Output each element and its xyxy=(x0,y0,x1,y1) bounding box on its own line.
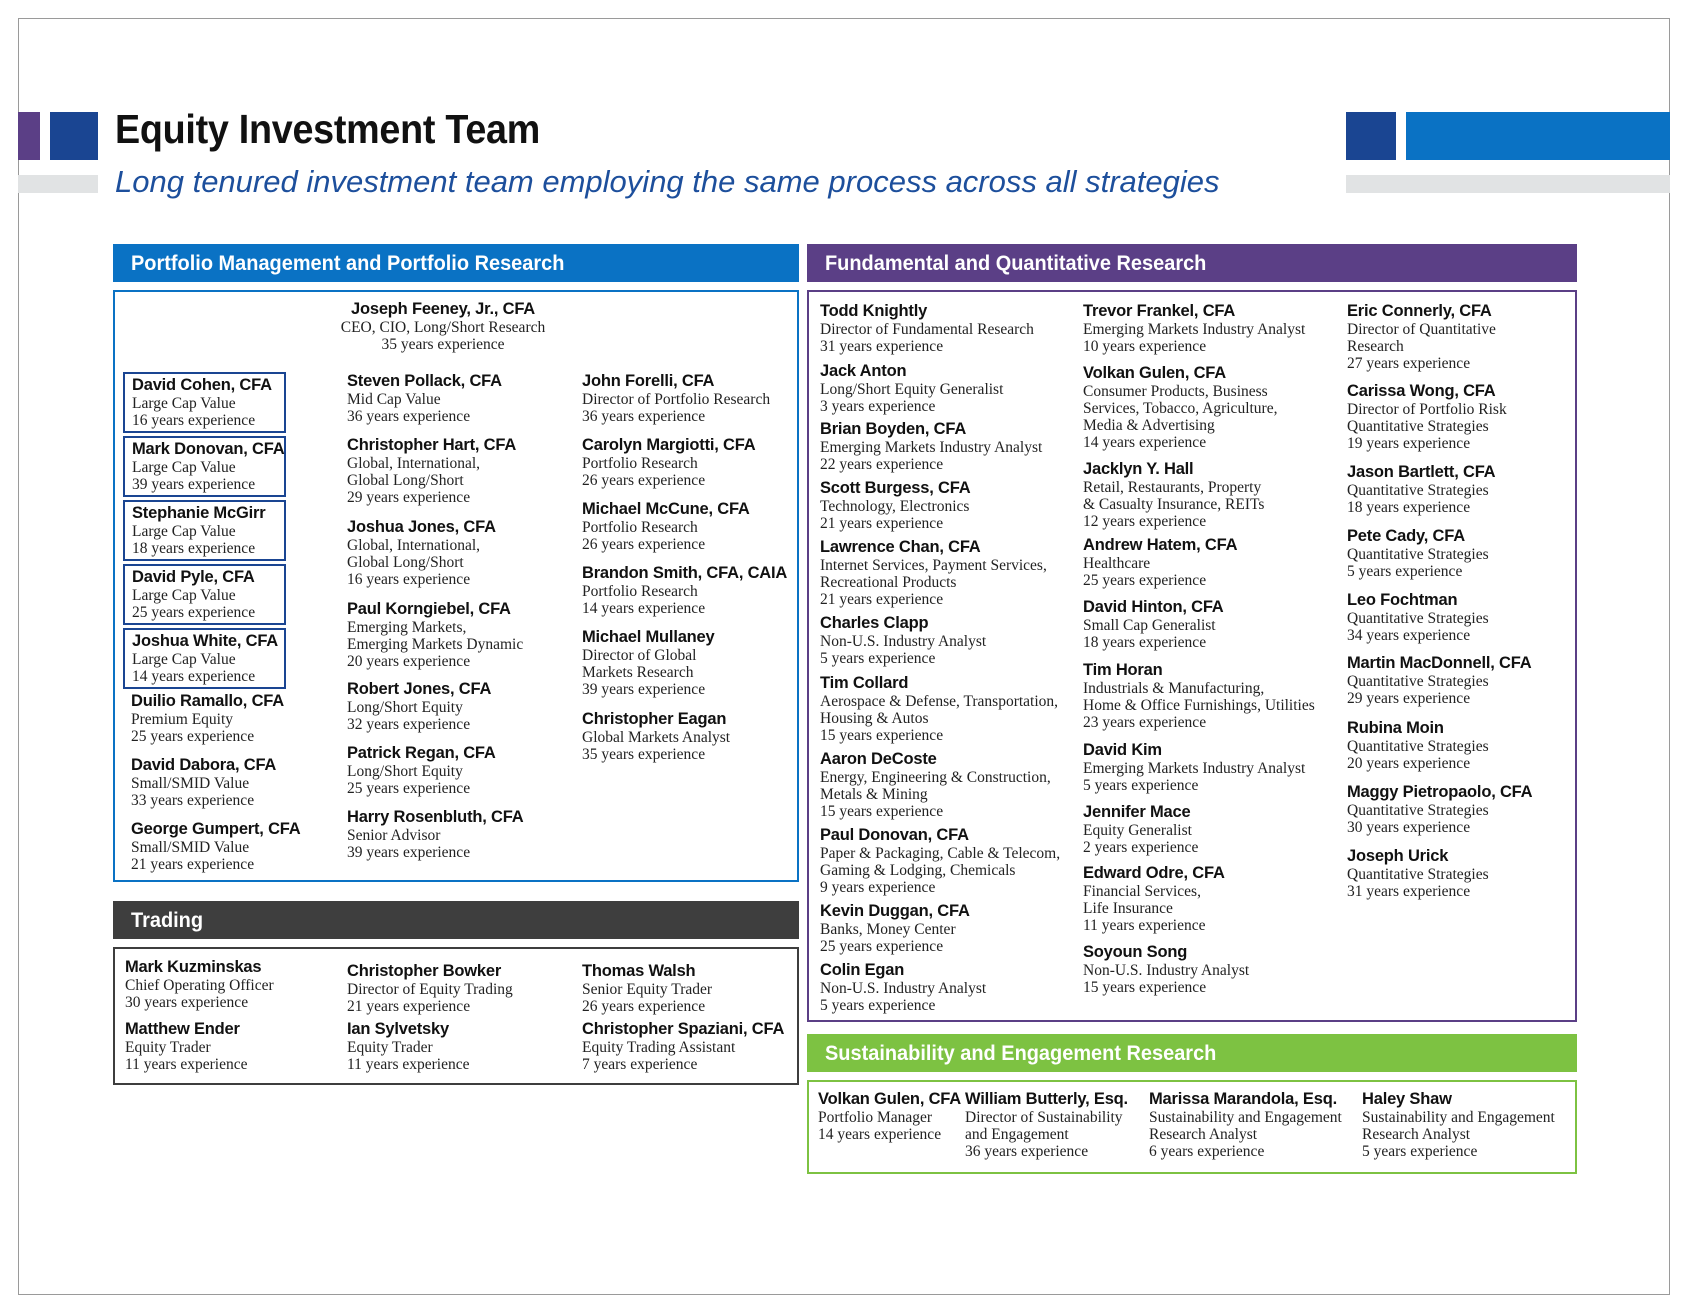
person-entry xyxy=(820,362,1003,415)
person-line: 22 years experience xyxy=(820,456,944,473)
panel-header: Portfolio Management and Portfolio Research xyxy=(113,244,799,282)
person-line: Quantitative Strategies xyxy=(1347,673,1489,690)
person-line: 39 years experience xyxy=(347,844,471,861)
person-entry xyxy=(582,962,712,1015)
person-line: Metals & Mining xyxy=(820,786,928,803)
page-title: Equity Investment Team xyxy=(115,106,541,152)
person-line: Large Cap Value xyxy=(132,395,236,412)
person-line: Healthcare xyxy=(1083,555,1151,572)
person-line: Senior Advisor xyxy=(347,827,441,844)
person-line: Large Cap Value xyxy=(132,523,236,540)
person-entry xyxy=(582,1020,784,1073)
person-name: Michael McCune, CFA xyxy=(582,500,750,518)
person-line: Research Analyst xyxy=(1362,1126,1471,1143)
person-entry xyxy=(1083,661,1315,731)
person-line: 15 years experience xyxy=(820,803,944,820)
person-name: Joseph Feeney, Jr., CFA xyxy=(351,300,535,318)
person-name: David Hinton, CFA xyxy=(1083,598,1224,616)
person-name: Aaron DeCoste xyxy=(820,750,937,768)
person-line: 26 years experience xyxy=(582,472,706,489)
person-line: 31 years experience xyxy=(1347,883,1471,900)
person-name: Stephanie McGirr xyxy=(132,504,266,522)
person-entry xyxy=(347,1020,470,1073)
person-name: Thomas Walsh xyxy=(582,962,696,980)
person-line: Consumer Products, Business xyxy=(1083,383,1268,400)
person-entry xyxy=(820,826,1060,896)
person-line: Director of Portfolio Risk xyxy=(1347,401,1507,418)
person-line: Quantitative Strategies xyxy=(1347,482,1489,499)
person-name: Maggy Pietropaolo, CFA xyxy=(1347,783,1533,801)
person-entry xyxy=(347,518,496,588)
person-line: Equity Generalist xyxy=(1083,822,1192,839)
person-entry xyxy=(1083,460,1264,530)
person-line: Global Long/Short xyxy=(347,554,464,571)
person-line: Portfolio Research xyxy=(582,583,698,600)
header-accent-navy xyxy=(50,112,98,160)
person-entry xyxy=(347,808,523,861)
person-name: Jacklyn Y. Hall xyxy=(1083,460,1194,478)
person-name: Harry Rosenbluth, CFA xyxy=(347,808,524,826)
person-line: 25 years experience xyxy=(132,604,256,621)
person-line: Sustainability and Engagement xyxy=(1149,1109,1342,1126)
person-line: Small/SMID Value xyxy=(131,839,250,856)
person-line: 20 years experience xyxy=(1347,755,1471,772)
person-line: Long/Short Equity xyxy=(347,699,463,716)
person-line: 11 years experience xyxy=(1083,917,1206,934)
person-entry xyxy=(1083,536,1237,589)
person-line: Director of Equity Trading xyxy=(347,981,513,998)
person-line: 5 years experience xyxy=(1347,563,1463,580)
person-entry xyxy=(820,614,986,667)
person-entry xyxy=(1347,783,1532,836)
person-line: 25 years experience xyxy=(1083,572,1207,589)
person-line: Quantitative Strategies xyxy=(1347,546,1489,563)
person-line: 36 years experience xyxy=(582,408,706,425)
person-line: 18 years experience xyxy=(132,540,256,557)
person-line: 29 years experience xyxy=(1347,690,1471,707)
person-line: Equity Trader xyxy=(347,1039,433,1056)
person-name: Jennifer Mace xyxy=(1083,803,1191,821)
person-line: Portfolio Manager xyxy=(818,1109,933,1126)
person-name: Pete Cady, CFA xyxy=(1347,527,1465,545)
panel-header: Trading xyxy=(113,901,799,939)
person-entry xyxy=(1347,527,1489,580)
person-line: Emerging Markets Industry Analyst xyxy=(1083,321,1306,338)
person-line: 18 years experience xyxy=(1347,499,1471,516)
person-line: 39 years experience xyxy=(582,681,706,698)
person-name: Joshua Jones, CFA xyxy=(347,518,496,536)
person-name: Haley Shaw xyxy=(1362,1090,1452,1108)
person-line: 35 years experience xyxy=(381,336,505,353)
person-line: 25 years experience xyxy=(820,938,944,955)
person-line: 11 years experience xyxy=(125,1056,248,1073)
person-name: Volkan Gulen, CFA xyxy=(818,1090,961,1108)
person-line: Sustainability and Engagement xyxy=(1362,1109,1555,1126)
person-name: Paul Donovan, CFA xyxy=(820,826,969,844)
person-entry xyxy=(1149,1090,1342,1160)
person-name: Volkan Gulen, CFA xyxy=(1083,364,1226,382)
person-line: Director of Quantitative xyxy=(1347,321,1496,338)
person-name: Andrew Hatem, CFA xyxy=(1083,536,1238,554)
person-entry xyxy=(347,744,496,797)
person-name: Christopher Bowker xyxy=(347,962,502,980)
person-line: Non-U.S. Industry Analyst xyxy=(1083,962,1250,979)
header-accent-blue-right xyxy=(1406,112,1670,160)
person-name: Michael Mullaney xyxy=(582,628,715,646)
person-line: 14 years experience xyxy=(132,668,256,685)
person-name: Christopher Eagan xyxy=(582,710,727,728)
person-line: Small Cap Generalist xyxy=(1083,617,1216,634)
person-entry xyxy=(125,958,274,1011)
person-name: Steven Pollack, CFA xyxy=(347,372,502,390)
person-line: Premium Equity xyxy=(131,711,234,728)
person-line: Home & Office Furnishings, Utilities xyxy=(1083,697,1315,714)
person-name: Charles Clapp xyxy=(820,614,929,632)
person-line: 36 years experience xyxy=(965,1143,1089,1160)
person-name: Kevin Duggan, CFA xyxy=(820,902,970,920)
person-name: Christopher Spaziani, CFA xyxy=(582,1020,785,1038)
header-accent-navy-right xyxy=(1346,112,1396,160)
person-name: Patrick Regan, CFA xyxy=(347,744,496,762)
person-name: Eric Connerly, CFA xyxy=(1347,302,1492,320)
person-name: Colin Egan xyxy=(820,961,905,979)
person-line: Quantitative Strategies xyxy=(1347,738,1489,755)
person-line: 15 years experience xyxy=(1083,979,1207,996)
person-name: Trevor Frankel, CFA xyxy=(1083,302,1236,320)
person-entry xyxy=(820,961,986,1014)
person-line: 3 years experience xyxy=(820,398,936,415)
person-entry xyxy=(820,902,970,955)
person-entry xyxy=(820,750,1051,820)
person-name: Lawrence Chan, CFA xyxy=(820,538,981,556)
person-name: Tim Collard xyxy=(820,674,909,692)
person-line: Large Cap Value xyxy=(132,651,236,668)
person-line: Paper & Packaging, Cable & Telecom, xyxy=(820,845,1061,862)
person-line: 35 years experience xyxy=(582,746,706,763)
person-line: 10 years experience xyxy=(1083,338,1207,355)
person-line: Global, International, xyxy=(347,537,480,554)
person-name: Carissa Wong, CFA xyxy=(1347,382,1496,400)
person-name: Tim Horan xyxy=(1083,661,1163,679)
panel-header: Sustainability and Engagement Research xyxy=(807,1034,1577,1072)
person-entry xyxy=(582,710,730,763)
person-name: William Butterly, Esq. xyxy=(965,1090,1128,1108)
header-accent-gray-right xyxy=(1346,175,1670,193)
person-line: 33 years experience xyxy=(131,792,255,809)
person-line: Emerging Markets Dynamic xyxy=(347,636,524,653)
person-line: 7 years experience xyxy=(582,1056,698,1073)
person-line: 5 years experience xyxy=(1362,1143,1478,1160)
person-line: Portfolio Research xyxy=(582,519,698,536)
person-line: Director of Fundamental Research xyxy=(820,321,1034,338)
person-line: Global Long/Short xyxy=(347,472,464,489)
person-entry xyxy=(131,820,300,873)
person-line: Research Analyst xyxy=(1149,1126,1258,1143)
person-line: 9 years experience xyxy=(820,879,936,896)
person-entry xyxy=(582,500,750,553)
person-line: 39 years experience xyxy=(132,476,256,493)
person-line: Banks, Money Center xyxy=(820,921,956,938)
person-line: Non-U.S. Industry Analyst xyxy=(820,980,987,997)
panel-header: Fundamental and Quantitative Research xyxy=(807,244,1577,282)
person-line: 5 years experience xyxy=(1083,777,1199,794)
person-line: Equity Trader xyxy=(125,1039,211,1056)
person-entry xyxy=(582,564,787,617)
person-entry xyxy=(1347,847,1489,900)
person-line: 30 years experience xyxy=(125,994,249,1011)
person-name: Carolyn Margiotti, CFA xyxy=(582,436,756,454)
person-line: Emerging Markets Industry Analyst xyxy=(820,439,1043,456)
person-entry xyxy=(347,680,491,733)
page-subtitle: Long tenured investment team employing the same process across all strategies xyxy=(115,164,1220,199)
person-name: Soyoun Song xyxy=(1083,943,1188,961)
person-entry xyxy=(820,674,1058,744)
person-entry xyxy=(1083,864,1225,934)
person-line: & Casualty Insurance, REITs xyxy=(1083,496,1265,513)
person-line: 14 years experience xyxy=(1083,434,1207,451)
person-line: 15 years experience xyxy=(820,727,944,744)
person-line: 36 years experience xyxy=(347,408,471,425)
person-entry xyxy=(131,756,276,809)
person-line: Global, International, xyxy=(347,455,480,472)
person-line: Gaming & Lodging, Chemicals xyxy=(820,862,1016,879)
person-entry xyxy=(125,1020,248,1073)
person-name: Rubina Moin xyxy=(1347,719,1444,737)
person-name: David Kim xyxy=(1083,741,1162,759)
person-entry xyxy=(1083,803,1198,856)
person-entry xyxy=(347,436,516,506)
person-line: 5 years experience xyxy=(820,650,936,667)
person-line: 23 years experience xyxy=(1083,714,1207,731)
person-line: Quantitative Strategies xyxy=(1347,418,1489,435)
person-line: 31 years experience xyxy=(820,338,944,355)
person-entry xyxy=(123,628,286,689)
person-line: 30 years experience xyxy=(1347,819,1471,836)
person-line: Housing & Autos xyxy=(820,710,929,727)
person-lead xyxy=(323,300,563,353)
person-line: Retail, Restaurants, Property xyxy=(1083,479,1262,496)
person-entry xyxy=(123,500,286,561)
person-entry xyxy=(820,538,1047,608)
person-name: David Pyle, CFA xyxy=(132,568,255,586)
person-line: Chief Operating Officer xyxy=(125,977,274,994)
person-name: Mark Kuzminskas xyxy=(125,958,262,976)
person-line: Portfolio Research xyxy=(582,455,698,472)
person-line: 21 years experience xyxy=(347,998,471,1015)
person-name: John Forelli, CFA xyxy=(582,372,715,390)
person-line: Energy, Engineering & Construction, xyxy=(820,769,1051,786)
person-line: 14 years experience xyxy=(582,600,706,617)
person-name: Jack Anton xyxy=(820,362,907,380)
person-name: George Gumpert, CFA xyxy=(131,820,301,838)
person-entry xyxy=(820,420,1042,473)
person-line: 26 years experience xyxy=(582,536,706,553)
person-name: Matthew Ender xyxy=(125,1020,240,1038)
person-line: 12 years experience xyxy=(1083,513,1207,530)
person-line: CEO, CIO, Long/Short Research xyxy=(340,319,546,336)
person-name: David Dabora, CFA xyxy=(131,756,277,774)
person-name: Robert Jones, CFA xyxy=(347,680,492,698)
person-line: 18 years experience xyxy=(1083,634,1207,651)
person-line: Long/Short Equity xyxy=(347,763,463,780)
person-line: Non-U.S. Industry Analyst xyxy=(820,633,987,650)
person-name: Christopher Hart, CFA xyxy=(347,436,517,454)
person-name: Brandon Smith, CFA, CAIA xyxy=(582,564,788,582)
person-line: 6 years experience xyxy=(1149,1143,1265,1160)
person-line: 29 years experience xyxy=(347,489,471,506)
person-entry xyxy=(582,628,715,698)
person-line: Global Markets Analyst xyxy=(582,729,731,746)
person-entry xyxy=(123,436,286,497)
person-line: 2 years experience xyxy=(1083,839,1199,856)
person-entry xyxy=(1083,943,1249,996)
person-line: Recreational Products xyxy=(820,574,957,591)
person-entry xyxy=(1083,598,1224,651)
person-line: Markets Research xyxy=(582,664,694,681)
person-line: 5 years experience xyxy=(820,997,936,1014)
person-entry xyxy=(1083,364,1277,451)
person-line: Large Cap Value xyxy=(132,459,236,476)
person-entry xyxy=(820,479,970,532)
person-line: Research xyxy=(1347,338,1404,355)
person-entry xyxy=(582,372,770,425)
person-line: 21 years experience xyxy=(820,515,944,532)
person-line: Industrials & Manufacturing, xyxy=(1083,680,1265,697)
person-entry xyxy=(131,692,284,745)
person-line: Quantitative Strategies xyxy=(1347,802,1489,819)
person-line: Quantitative Strategies xyxy=(1347,610,1489,627)
person-line: Mid Cap Value xyxy=(347,391,441,408)
person-line: 14 years experience xyxy=(818,1126,942,1143)
person-line: Financial Services, xyxy=(1083,883,1201,900)
person-line: 16 years experience xyxy=(347,571,471,588)
person-line: 20 years experience xyxy=(347,653,471,670)
header-accent-purple xyxy=(18,112,40,160)
person-entry xyxy=(1347,719,1489,772)
person-name: Paul Korngiebel, CFA xyxy=(347,600,511,618)
person-line: Senior Equity Trader xyxy=(582,981,713,998)
person-line: 26 years experience xyxy=(582,998,706,1015)
person-name: Mark Donovan, CFA xyxy=(132,440,285,458)
person-line: Internet Services, Payment Services, xyxy=(820,557,1047,574)
person-name: Joshua White, CFA xyxy=(132,632,279,650)
person-line: 27 years experience xyxy=(1347,355,1471,372)
person-line: 21 years experience xyxy=(820,591,944,608)
person-line: 34 years experience xyxy=(1347,627,1471,644)
person-line: Life Insurance xyxy=(1083,900,1173,917)
person-line: 16 years experience xyxy=(132,412,256,429)
person-line: Services, Tobacco, Agriculture, xyxy=(1083,400,1278,417)
person-line: Media & Advertising xyxy=(1083,417,1215,434)
person-entry xyxy=(123,564,286,625)
person-line: Aerospace & Defense, Transportation, xyxy=(820,693,1059,710)
person-line: Emerging Markets Industry Analyst xyxy=(1083,760,1306,777)
header-accent-gray-left xyxy=(18,175,98,193)
person-line: 11 years experience xyxy=(347,1056,470,1073)
person-line: 32 years experience xyxy=(347,716,471,733)
person-entry xyxy=(818,1090,961,1143)
person-entry xyxy=(820,302,1034,355)
person-name: Edward Odre, CFA xyxy=(1083,864,1225,882)
person-entry xyxy=(347,372,502,425)
person-name: Scott Burgess, CFA xyxy=(820,479,971,497)
person-entry xyxy=(1347,463,1495,516)
person-entry xyxy=(347,962,513,1015)
person-name: Martin MacDonnell, CFA xyxy=(1347,654,1532,672)
person-line: Director of Sustainability xyxy=(965,1109,1123,1126)
person-line: Director of Global xyxy=(582,647,697,664)
person-line: Small/SMID Value xyxy=(131,775,250,792)
person-name: Brian Boyden, CFA xyxy=(820,420,967,438)
person-line: 21 years experience xyxy=(131,856,255,873)
person-line: Long/Short Equity Generalist xyxy=(820,381,1004,398)
person-entry xyxy=(1362,1090,1555,1160)
person-name: Todd Knightly xyxy=(820,302,928,320)
person-line: Director of Portfolio Research xyxy=(582,391,771,408)
person-name: Marissa Marandola, Esq. xyxy=(1149,1090,1337,1108)
person-name: Jason Bartlett, CFA xyxy=(1347,463,1496,481)
person-entry xyxy=(1347,591,1489,644)
person-name: Leo Fochtman xyxy=(1347,591,1458,609)
person-entry xyxy=(1083,302,1305,355)
person-entry xyxy=(1347,302,1496,372)
person-name: Duilio Ramallo, CFA xyxy=(131,692,284,710)
person-name: Joseph Urick xyxy=(1347,847,1449,865)
person-name: Ian Sylvetsky xyxy=(347,1020,449,1038)
person-line: Emerging Markets, xyxy=(347,619,467,636)
person-line: Technology, Electronics xyxy=(820,498,970,515)
person-line: and Engagement xyxy=(965,1126,1069,1143)
person-entry xyxy=(582,436,755,489)
person-entry xyxy=(1083,741,1305,794)
person-entry xyxy=(1347,382,1507,452)
person-entry xyxy=(347,600,523,670)
person-line: Quantitative Strategies xyxy=(1347,866,1489,883)
person-line: 25 years experience xyxy=(347,780,471,797)
person-line: 19 years experience xyxy=(1347,435,1471,452)
person-line: Equity Trading Assistant xyxy=(582,1039,736,1056)
person-name: David Cohen, CFA xyxy=(132,376,272,394)
person-entry xyxy=(965,1090,1128,1160)
person-entry xyxy=(123,372,286,433)
person-line: 25 years experience xyxy=(131,728,255,745)
person-entry xyxy=(1347,654,1531,707)
person-line: Large Cap Value xyxy=(132,587,236,604)
